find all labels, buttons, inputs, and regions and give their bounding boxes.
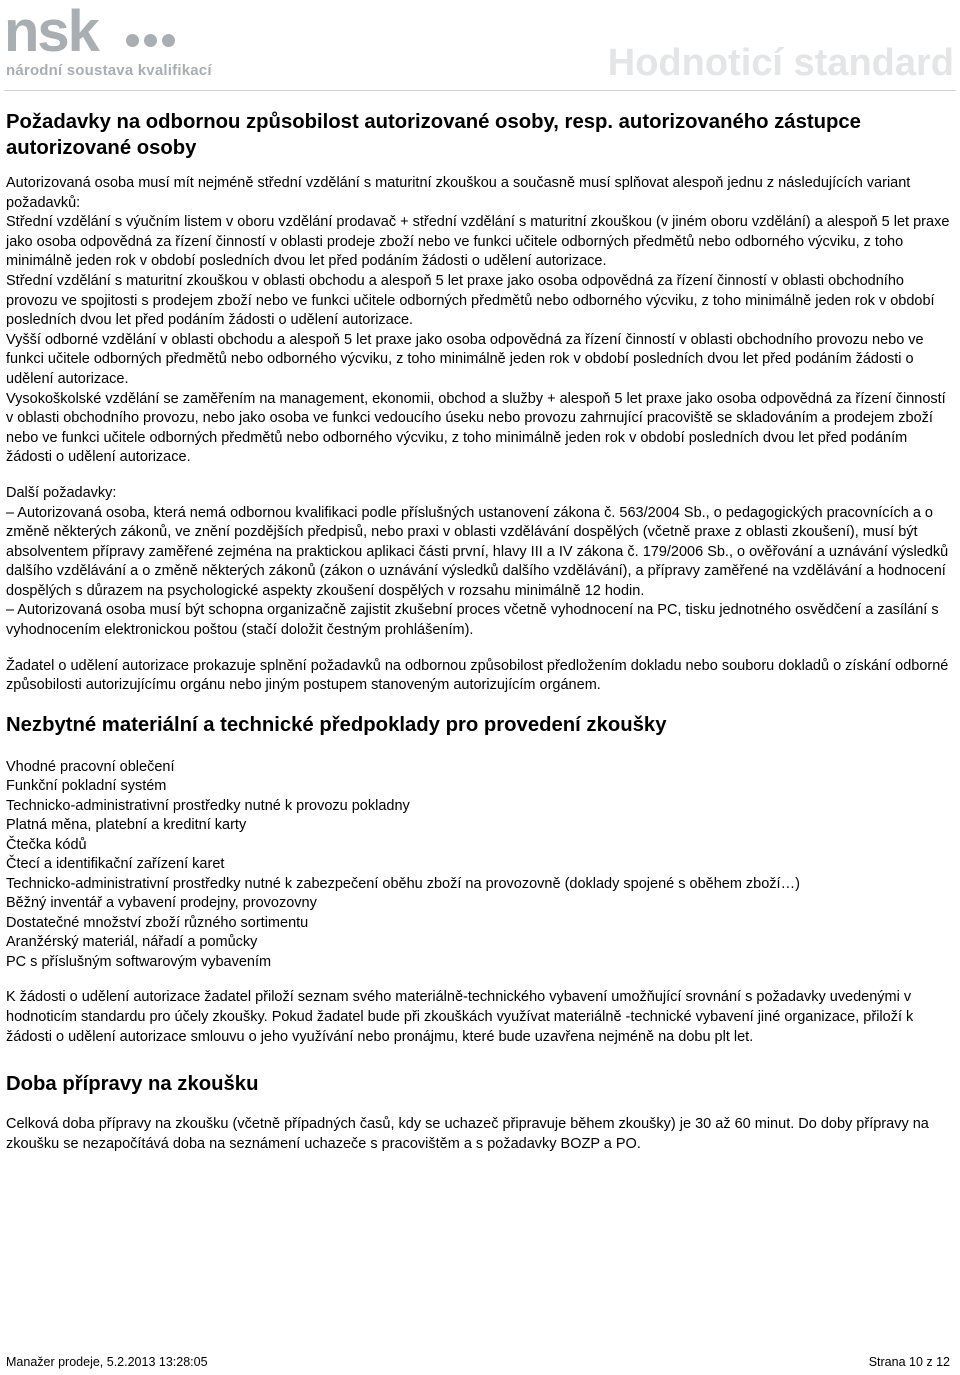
logo-subtitle: národní soustava kvalifikací xyxy=(6,62,212,79)
page-content xyxy=(6,109,956,1154)
section-heading-qualification: Požadavky na odbornou způsobilost autorizované osoby, resp. autorizovaného zástupce autorizované osoby xyxy=(6,111,861,159)
equipment-list xyxy=(6,758,956,973)
document-title: Hodnoticí standard xyxy=(607,42,954,84)
logo-dots xyxy=(126,34,175,47)
variant-3: Vyšší odborné vzdělání v oblasti obchodu a alespoň 5 let praxe jako osoba odpovědná za řízení činností v oblasti obchodního provozu nebo ve funkci učitele odborných předmětů nebo odborného výcviku, z toho minimálně jeden rok v období posledních dvou let před podáním žádosti o udělení autorizace. xyxy=(6,331,924,387)
equipment-item: PC s příslušným softwarovým vybavením xyxy=(6,953,272,970)
equipment-item: Čtečka kódů xyxy=(6,836,87,853)
page-footer xyxy=(6,1355,950,1369)
variant-1: Střední vzdělání s výučním listem v oboru vzdělání prodavač + střední vzdělání s maturitní zkouškou (v jiném oboru vzdělání) a alespoň 5 let praxe jako osoba odpovědná za řízení činností v oblasti prodeje zboží nebo ve funkci učitele odborných předmětů nebo odborného výcviku, z toho minimálně jeden rok v období posledních dvou let před podáním žádosti o udělení autorizace. xyxy=(6,214,950,270)
equipment-item: Běžný inventář a vybavení prodejny, provozovny xyxy=(6,895,317,912)
variant-2: Střední vzdělání s maturitní zkouškou v oblasti obchodu a alespoň 5 let praxe jako osoba odpovědná za řízení činností v oblasti obchodního provozu ve spojitosti s prodejem zboží nebo ve funkci učitele odborných předmětů nebo odborného výcviku, z toho minimálně jeden rok v období posledních dvou let před podáním žádosti o udělení autorizace. xyxy=(6,272,935,329)
equipment-item: Technicko-administrativní prostředky nutné k zabezpečení oběhu zboží na provozovně (doklady spojené s oběhem zboží…) xyxy=(6,875,800,892)
further-requirement-2: – Autorizovaná osoba musí být schopna organizačně zajistit zkušební proces včetně vyhodnocení na PC, tisku jednotného osvědčení a zasílání s vyhodnocením elektronickou poštou (stačí doložit čestným prohlášením). xyxy=(6,602,939,639)
header-divider xyxy=(4,90,956,91)
logo-wordmark: nsk xyxy=(4,0,98,64)
footer-document-info: Manažer prodeje, 5.2.2013 13:28:05 xyxy=(6,1355,208,1369)
equipment-item: Vhodné pracovní oblečení xyxy=(6,758,175,775)
section-heading-preparation: Doba přípravy na zkoušku xyxy=(6,1073,259,1096)
variant-4: Vysokoškolské vzdělání se zaměřením na management, ekonomii, obchod a služby + alespoň 5 let praxe jako osoba odpovědná za řízení činností v oblasti obchodního provozu, nebo jako osoba ve funkci vedoucího úseku nebo provozu zahrnující pracoviště se skladováním a prodejem zboží nebo ve funkci učitele odborných předmětů nebo odborného výcviku, z toho minimálně jeden rok v období posledních dvou let před podáním žádosti o udělení autorizace. xyxy=(6,390,946,466)
qualification-intro: Autorizovaná osoba musí mít nejméně střední vzdělání s maturitní zkouškou a současně musí splňovat alespoň jednu z následujících variant požadavků: xyxy=(6,175,911,211)
equipment-item: Čtecí a identifikační zařízení karet xyxy=(6,856,225,873)
equipment-item: Dostatečné množství zboží různého sortimentu xyxy=(6,914,309,931)
equipment-item: Aranžérský materiál, nářadí a pomůcky xyxy=(6,934,258,951)
equipment-item: Funkční pokladní systém xyxy=(6,778,167,795)
further-requirement-1: – Autorizovaná osoba, která nemá odbornou kvalifikaci podle příslušných ustanovení zákona č. 563/2004 Sb., o pedagogických pracovnících a o změně některých zákonů, ve znění pozdějších předpisů, nebo praxi v oblasti vzdělávání dospělých (včetně praxe z oblasti zkoušení), musí být absolventem přípravy zaměřené zejména na praktickou aplikaci části první, hlavy III a IV zákona č. 179/2006 Sb., o ověřování a uznávání výsledků dalšího vzdělávání a o změně některých zákonů (zákon o uznávání výsledků dalšího vzdělávání), a přípravy zaměřené na vzdělávání a hodnocení dospělých s důrazem na psychologické aspekty zkoušení dospělých v rozsahu minimálně 12 hodin. xyxy=(6,504,949,599)
equipment-item: Platná měna, platební a kreditní karty xyxy=(6,817,247,834)
qualification-proof: Žadatel o udělení autorizace prokazuje splnění požadavků na odbornou způsobilost předložením dokladu nebo souboru dokladů o získání odborné způsobilosti autorizujícímu orgánu nebo jiným postupem stanoveným autorizujícím orgánem. xyxy=(6,657,949,694)
further-requirements-label: Další požadavky: xyxy=(6,484,117,501)
nsk-logo xyxy=(4,0,212,90)
equipment-item: Technicko-administrativní prostředky nutné k provozu pokladny xyxy=(6,797,410,814)
equipment-note: K žádosti o udělení autorizace žadatel přiloží seznam svého materiálně-technického vybavení umožňující srovnání s požadavky uvedenými v hodnoticím standardu pro účely zkoušky. Pokud žadatel bude při zkouškách využívat materiálně -technické vybavení jiné organizace, přiloží k žádosti o udělení autorizace smlouvu o jeho využívání nebo pronájmu, které bude uzavřena nejméně na dobu plt let. xyxy=(6,989,914,1045)
preparation-text: Celková doba přípravy na zkoušku (včetně případných časů, kdy se uchazeč připravuje během zkoušky) je 30 až 60 minut. Do doby přípravy na zkoušku se nezapočítává doba na seznámení uchazeče s pracovištěm a s požadavky BOZP a PO. xyxy=(6,1116,929,1152)
section-heading-equipment: Nezbytné materiální a technické předpoklady pro provedení zkoušky xyxy=(6,713,667,736)
footer-page-number: Strana 10 z 12 xyxy=(868,1355,950,1369)
